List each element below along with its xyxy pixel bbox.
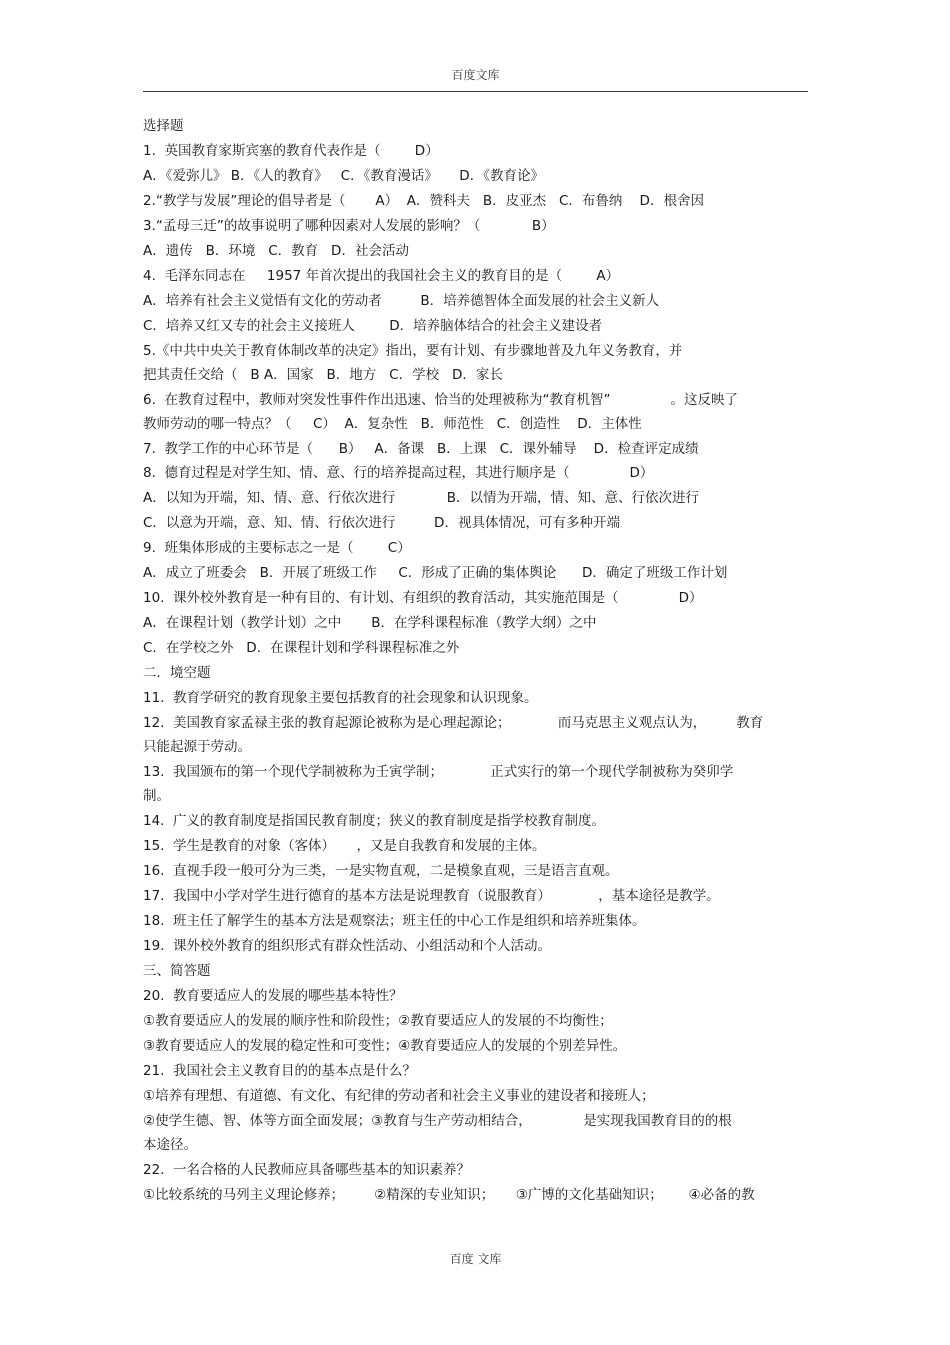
answer-options: C．在学校之外 D．在课程计划和学科课程标准之外 [143, 640, 460, 656]
section-heading: 三、简答题 [143, 963, 211, 979]
document-body [143, 117, 808, 1211]
section-heading: 选择题 [143, 118, 184, 134]
answer-options: C．以意为开端，意、知、情、行依次进行 D．视具体情况，可有多种开端 [143, 515, 620, 531]
answer-options: A．遗传 B．环境 C．教育 D．社会活动 [143, 243, 409, 259]
section-heading: 二．境空题 [143, 665, 211, 681]
fill-in-item: 制。 [143, 788, 170, 804]
short-answer-question: 20. 教育要适应人的发展的哪些基本特性？ [143, 988, 403, 1004]
answer-options: A．在课程计划（教学计划）之中 B．在学科课程标准（教学大纲）之中 [143, 615, 597, 631]
question-text: 把其责任交给（ B A．国家 B．地方 C．学校 D．家长 [143, 367, 503, 383]
short-answer-text: ③教育要适应人的发展的稳定性和可变性；④教育要适应人的发展的个别差异性。 [143, 1038, 627, 1054]
short-answer-question: 21. 我国社会主义教育目的的基本点是什么？ [143, 1063, 417, 1079]
fill-in-item: 14. 广义的教育制度是指国民教育制度；狭义的教育制度是指学校教育制度。 [143, 813, 606, 829]
short-answer-text: ①比较系统的马列主义理论修养； ②精深的专业知识； ③广博的文化基础知识； ④必备的教 [143, 1187, 755, 1203]
fill-in-item: 18. 班主任了解学生的基本方法是观察法；班主任的中心工作是组织和培养班集体。 [143, 913, 646, 929]
answer-options: A．以知为开端，知、情、意、行依次进行 B．以情为开端，情、知、意、行依次进行 [143, 490, 699, 506]
question-text: 2.“教学与发展”理论的倡导者是（ A） A．赞科夫 B．皮亚杰 C．布鲁纳 D．根舍因 [143, 193, 704, 209]
question-text: 8. 德育过程是对学生知、情、意、行的培养提高过程，其进行顺序是（ D） [143, 465, 654, 481]
page-footer: 百度 文库 [449, 1252, 502, 1266]
fill-in-item: 12. 美国教育家孟禄主张的教育起源论被称为是心理起源论； 而马克思主义观点认为， 教育 [143, 715, 764, 731]
short-answer-text: ①教育要适应人的发展的顺序性和阶段性；②教育要适应人的发展的不均衡性； [143, 1013, 613, 1029]
question-text: 1. 英国教育家斯宾塞的教育代表作是（ D） [143, 143, 439, 159]
short-answer-text: ②使学生德、智、体等方面全面发展；③教育与生产劳动相结合， 是实现我国教育目的的根 [143, 1113, 732, 1129]
question-text: 7. 教学工作的中心环节是（ B） A．备课 B．上课 C．课外辅导 D．检查评定成绩 [143, 441, 699, 457]
fill-in-item: 15. 学生是教育的对象（客体） ，又是自我教育和发展的主体。 [143, 838, 546, 854]
fill-in-item: 13. 我国颁布的第一个现代学制被称为壬寅学制； 正式实行的第一个现代学制被称为癸卯学 [143, 764, 734, 780]
fill-in-item: 11. 教育学研究的教育现象主要包括教育的社会现象和认识现象。 [143, 690, 538, 706]
question-text: 10. 课外校外教育是一种有目的、有计划、有组织的教育活动，其实施范围是（ D） [143, 590, 703, 606]
header-divider [143, 91, 808, 92]
page-header: 百度文库 [451, 68, 500, 82]
fill-in-item: 19. 课外校外教育的组织形式有群众性活动、小组活动和个人活动。 [143, 938, 552, 954]
short-answer-question: 22. 一名合格的人民教师应具备哪些基本的知识素养？ [143, 1162, 471, 1178]
fill-in-item: 17. 我国中小学对学生进行德育的基本方法是说理教育（说服教育） ，基本途径是教学。 [143, 888, 720, 904]
fill-in-item: 只能起源于劳动。 [143, 739, 251, 755]
question-text: 5.《中共中央关于教育体制改革的决定》指出，要有计划、有步骤地普及九年义务教育，并 [143, 343, 683, 359]
question-text: 6. 在教育过程中，教师对突发性事件作出迅速、恰当的处理被称为“教育机智” 。这反映了 [143, 392, 739, 408]
answer-options: A．培养有社会主义觉悟有文化的劳动者 B．培养德智体全面发展的社会主义新人 [143, 293, 660, 309]
short-answer-text: ①培养有理想、有道德、有文化、有纪律的劳动者和社会主义事业的建设者和接班人； [143, 1088, 655, 1104]
question-text: 3.“孟母三迁”的故事说明了哪种因素对人发展的影响？（ B） [143, 218, 555, 234]
question-text: 9. 班集体形成的主要标志之一是（ C） [143, 540, 411, 556]
answer-options: C．培养又红又专的社会主义接班人 D．培养脑体结合的社会主义建设者 [143, 318, 603, 334]
question-text: 4. 毛泽东同志在 1957 年首次提出的我国社会主义的教育目的是（ A） [143, 268, 620, 284]
question-text: 教师劳动的哪一特点？（ C） A．复杂性 B．师范性 C．创造性 D．主体性 [143, 416, 642, 432]
answer-options: A．成立了班委会 B．开展了班级工作 C．形成了正确的集体舆论 D．确定了班级工作计划 [143, 565, 728, 581]
fill-in-item: 16. 直视手段一般可分为三类，一是实物直观，二是模象直观，三是语言直观。 [143, 863, 619, 879]
answer-options: A．《爱弥儿》 B．《人的教育》 C．《教育漫话》 D．《教育论》 [143, 168, 544, 184]
short-answer-text: 本途径。 [143, 1137, 197, 1153]
